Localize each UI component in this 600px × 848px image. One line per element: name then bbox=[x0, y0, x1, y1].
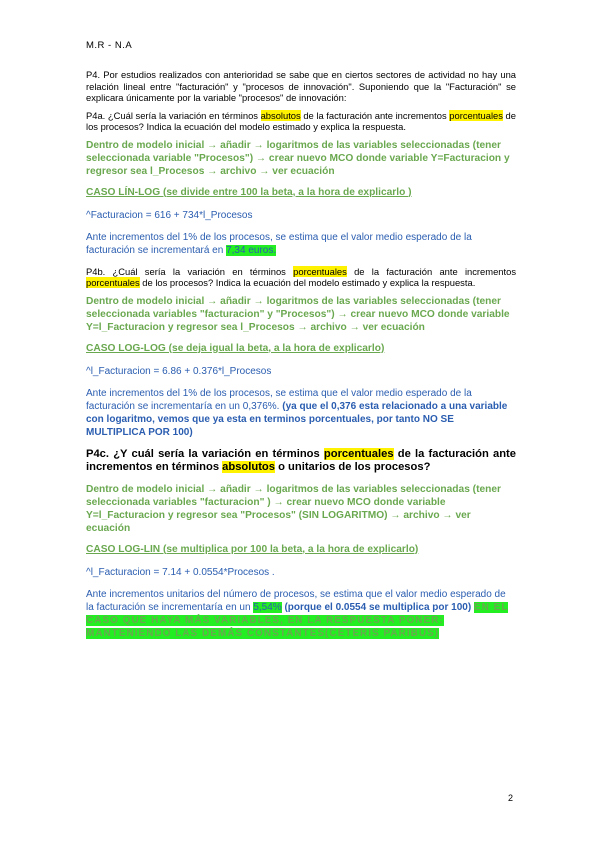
case-title-p4a: CASO LÍN-LOG (se divide entre 100 la beta, a la hora de explicarlo ) bbox=[86, 186, 412, 198]
answer-p4b bbox=[86, 387, 516, 439]
question-p4b bbox=[86, 266, 516, 289]
case-title-p4c: CASO LOG-LIN (se multiplica por 100 la beta, a la hora de explicarlo) bbox=[86, 543, 419, 555]
highlight-term: porcentuales bbox=[449, 109, 503, 121]
highlight-term: porcentuales bbox=[86, 277, 140, 288]
answer-bold-note: (porque el 0.0554 se multiplica por 100) bbox=[281, 601, 474, 613]
question-text: o unitarios de los procesos? bbox=[275, 461, 431, 473]
question-text: de los procesos? Indica la ecuación del modelo estimado y explica la respuesta. bbox=[139, 277, 476, 288]
highlight-term: absolutos bbox=[260, 109, 301, 121]
steps-p4b: Dentro de modelo inicial → añadir → logaritmos de las variables seleccionadas (tener seleccionada variables "facturacion" y "Procesos") → crear nuevo MCO donde variable Y=l_Facturacion y regresor sea l_Procesos → archivo → ver ecuación bbox=[86, 295, 510, 333]
answer-text: Ante incrementos del 1% de los procesos, se estima que el valor medio esperado de la facturación se incrementará en bbox=[86, 231, 472, 256]
page-header: M.R - N.A bbox=[86, 40, 133, 51]
question-text: de la facturación ante incrementos en términos bbox=[86, 447, 516, 473]
ceteris-paribus-note: EN EL CASO QUE HAYA MÁS VARIABLES, EN LA RESPUESTA PONER: MANTENIENDO LAS DEMÁS CONSTANTES(CETERIS PARIBUS) bbox=[86, 601, 509, 639]
equation-p4c: ^l_Facturacion = 7.14 + 0.0554*Procesos . bbox=[86, 566, 275, 578]
answer-text: Ante incrementos del 1% de los procesos, se estima que el valor medio esperado de la facturación se incrementaría en un 0,376%. bbox=[86, 387, 472, 412]
question-text: P4c. ¿Y cuál sería la variación en términos bbox=[86, 447, 324, 460]
question-text: P4a. ¿Cuál sería la variación en términos bbox=[86, 109, 261, 121]
answer-bold-note: (ya que el 0,376 esta relacionado a una variable con logaritmo, vemos que ya esta en terminos porcentuales, por tanto NO SE MULTIPLICA POR 100) bbox=[86, 400, 508, 438]
answer-highlight: 7,34 euros. bbox=[226, 244, 277, 256]
question-p4a bbox=[86, 110, 516, 133]
page-number: 2 bbox=[508, 793, 514, 803]
question-text: de la facturación ante incrementos bbox=[300, 109, 450, 121]
question-text: de los procesos? Indica la ecuación del modelo estimado y explica la respuesta. bbox=[86, 109, 516, 132]
answer-text: Ante incrementos unitarios del número de procesos, se estima que el valor medio esperado de la facturación se incrementaría en un bbox=[86, 588, 506, 613]
highlight-term: porcentuales bbox=[293, 265, 347, 277]
equation-p4b: ^l_Facturacion = 6.86 + 0.376*l_Procesos bbox=[86, 365, 272, 377]
answer-highlight: 5,54% bbox=[253, 601, 282, 613]
highlight-term: porcentuales bbox=[323, 447, 394, 460]
question-text: P4b. ¿Cuál sería la variación en términos bbox=[86, 265, 294, 277]
steps-p4c: Dentro de modelo inicial → añadir → logaritmos de las variables seleccionadas (tener seleccionada variables "facturacion" ) → crear nuevo MCO donde variable Y=l_Facturacion y regresor sea "Procesos" (SIN LOGARITMO) → archivo → ver ecuación bbox=[86, 483, 501, 534]
steps-p4a: Dentro de modelo inicial → añadir → logaritmos de las variables seleccionadas (tener seleccionada variable "Procesos") → crear nuevo MCO donde variable Y=Facturacion y regresor sea l_Procesos → archivo → ver ecuación bbox=[86, 139, 510, 177]
question-p4c bbox=[86, 448, 516, 475]
answer-p4a bbox=[86, 231, 516, 257]
document-body bbox=[86, 69, 516, 649]
case-title-p4b: CASO LOG-LOG (se deja igual la beta, a la hora de explicarlo) bbox=[86, 342, 385, 354]
question-text: de la facturación ante incrementos bbox=[346, 265, 517, 277]
answer-p4c bbox=[86, 588, 516, 640]
equation-p4a: ^Facturacion = 616 + 734*l_Procesos bbox=[86, 209, 253, 221]
question-p4: P4. Por estudios realizados con anterioridad se sabe que en ciertos sectores de actividad no hay una relación lineal entre "facturación" y "procesos de innovación". Suponiendo que la "Facturación" se explicara únicamente por la variable "procesos" de innovación: bbox=[86, 69, 516, 103]
highlight-term: absolutos bbox=[222, 461, 275, 473]
